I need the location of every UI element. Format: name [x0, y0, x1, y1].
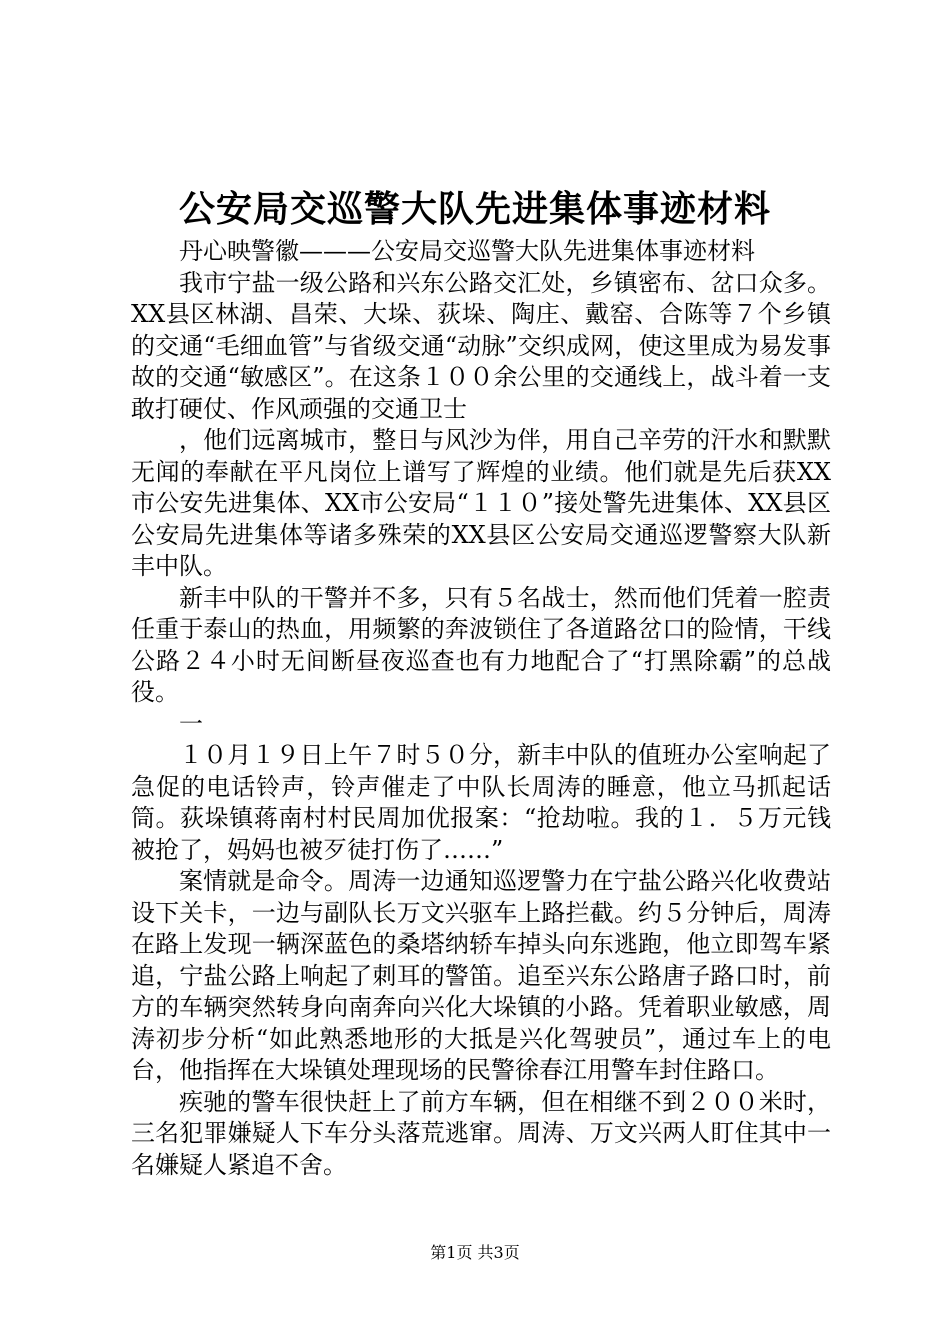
section-marker: 一 — [179, 709, 203, 738]
document-title: 公安局交巡警大队先进集体事迹材料 — [178, 188, 771, 230]
body-paragraph: 新丰中队的干警并不多，只有５名战士，然而他们凭着一腔责任重于泰山的热血，用频繁的奔波锁住了各道路岔口的险情，干线公路２４小时无间断昼夜巡查也有力地配合了“打黑除霸”的总战役。 — [131, 583, 831, 706]
subtitle-paragraph: 丹心映警徽———公安局交巡警大队先进集体事迹材料 — [179, 237, 755, 265]
body-paragraph: 案情就是命令。周涛一边通知巡逻警力在宁盐公路兴化收费站设下关卡，一边与副队长万文兴驱车上路拦截。约５分钟后，周涛在路上发现一辆深蓝色的桑塔纳轿车掉头向东逃跑，他立即驾车紧追，宁盐公路上响起了刺耳的警笛。追至兴东公路唐子路口时，前方的车辆突然转身向南奔向兴化大垛镇的小路。凭着职业敏感，周涛初步分析“如此熟悉地形的大抵是兴化驾驶员”，通过车上的电台，他指挥在大垛镇处理现场的民警徐春江用警车封住路口。 — [131, 867, 831, 1084]
body-paragraph: 我市宁盐一级公路和兴东公路交汇处，乡镇密布、岔口众多。XX县区林湖、昌荣、大垛、荻垛、陶庄、戴窑、合陈等７个乡镇的交通“毛细血管”与省级交通“动脉”交织成网，使这里成为易发事故的交通“敏感区”。在这条１００余公里的交通线上，战斗着一支敢打硬仗、作风顽强的交通卫士 — [131, 268, 831, 423]
document-body — [131, 236, 831, 1181]
body-paragraph: ，他们远离城市，整日与风沙为伴，用自己辛劳的汗水和默默无闻的奉献在平凡岗位上谱写了辉煌的业绩。他们就是先后获XX市公安先进集体、XX市公安局“１１０”接处警先进集体、XX县区公安局先进集体等诸多殊荣的XX县区公安局交通巡逻警察大队新丰中队。 — [131, 426, 831, 580]
page-footer: 第1页 共3页 — [430, 1243, 520, 1262]
body-paragraph: １０月１９日上午７时５０分，新丰中队的值班办公室响起了急促的电话铃声，铃声催走了中队长周涛的睡意，他立马抓起话筒。荻垛镇蒋南村村民周加优报案：“抢劫啦。我的１．５万元钱被抢了，妈妈也被歹徒打伤了……” — [131, 741, 831, 864]
body-paragraph: 疾驰的警车很快赶上了前方车辆，但在相继不到２００米时，三名犯罪嫌疑人下车分头落荒逃窜。周涛、万文兴两人盯住其中一名嫌疑人紧追不舍。 — [131, 1087, 831, 1179]
